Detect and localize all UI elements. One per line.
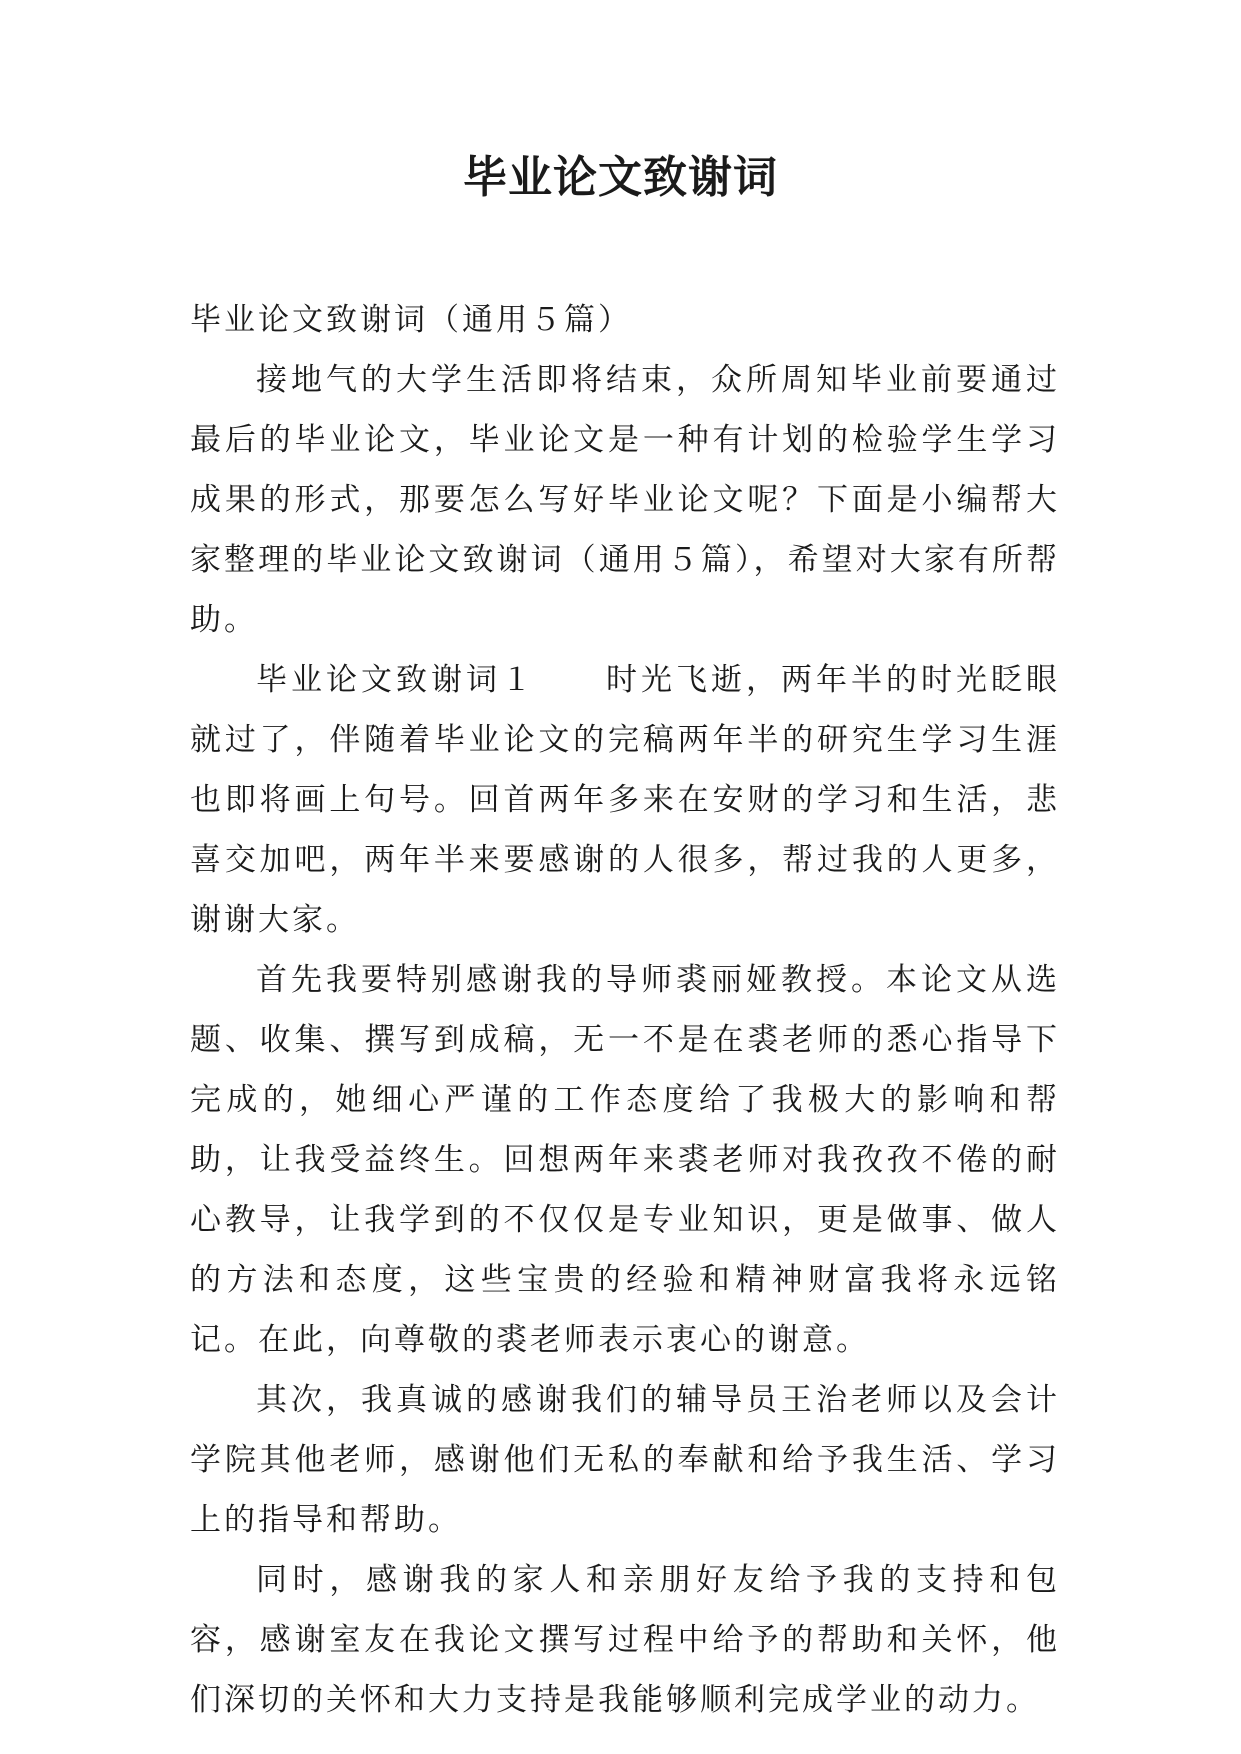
counselor-thanks-paragraph: 其次，我真诚的感谢我们的辅导员王治老师以及会计学院其他老师，感谢他们无私的奉献和给予我生活、学习上的指导和帮助。 [190,1382,1060,1538]
page-title: 毕业论文致谢词 [463,152,778,203]
document-subtitle: 毕业论文致谢词（通用５篇） [190,302,632,338]
intro-paragraph: 接地气的大学生活即将结束，众所周知毕业前要通过最后的毕业论文，毕业论文是一种有计划的检验学生学习成果的形式，那要怎么写好毕业论文呢？下面是小编帮大家整理的毕业论文致谢词（通用５篇），希望对大家有所帮助。 [190,362,1060,638]
advisor-thanks-paragraph: 首先我要特别感谢我的导师裘丽娅教授。本论文从选题、收集、撰写到成稿，无一不是在裘老师的悉心指导下完成的，她细心严谨的工作态度给了我极大的影响和帮助，让我受益终生。回想两年来裘老师对我孜孜不倦的耐心教导，让我学到的不仅仅是专业知识，更是做事、做人的方法和态度，这些宝贵的经验和精神财富我将永远铭记。在此，向尊敬的裘老师表示衷心的谢意。 [190,962,1060,1358]
family-thanks-paragraph: 同时，感谢我的家人和亲朋好友给予我的支持和包容，感谢室友在我论文撰写过程中给予的帮助和关怀，他们深切的关怀和大力支持是我能够顺利完成学业的动力。 [190,1562,1060,1718]
thanks-section-1-paragraph: 毕业论文致谢词１ 时光飞逝，两年半的时光眨眼就过了，伴随着毕业论文的完稿两年半的研究生学习生涯也即将画上句号。回首两年多来在安财的学习和生活，悲喜交加吧，两年半来要感谢的人很多，帮过我的人更多，谢谢大家。 [190,662,1060,938]
document-body [190,290,1060,1730]
